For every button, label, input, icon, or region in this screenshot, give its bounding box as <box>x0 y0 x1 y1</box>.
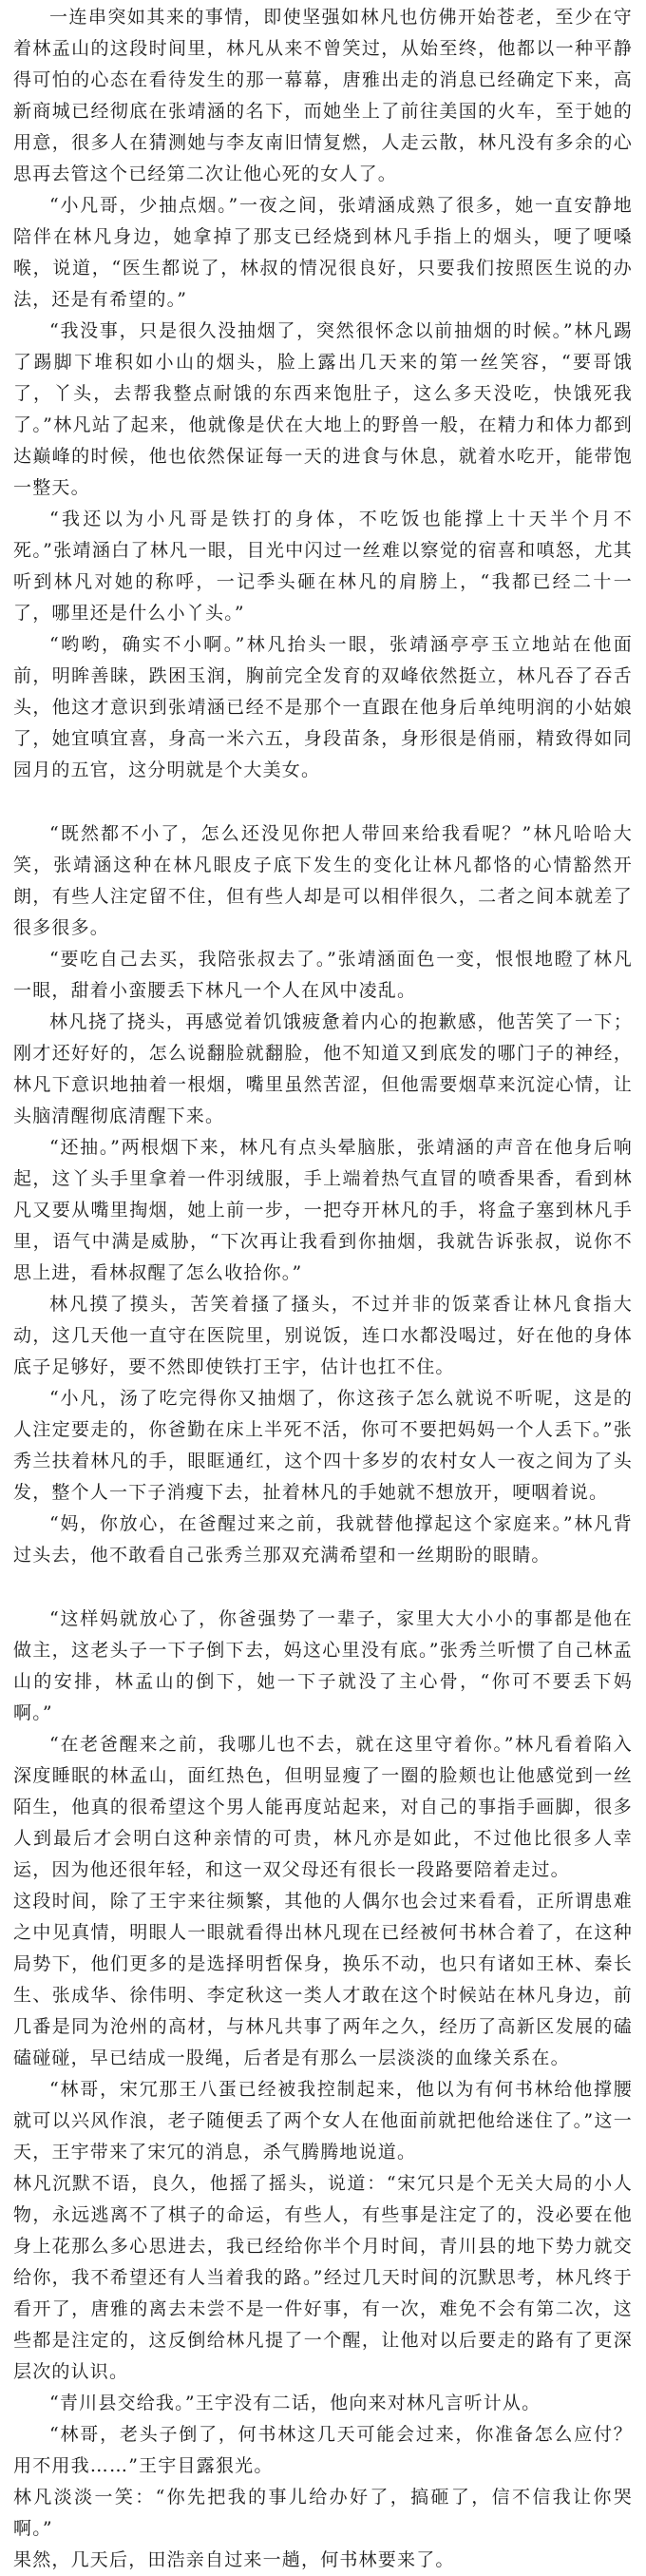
paragraph-20: 林凡淡淡一笑：“你先把我的事儿给办好了，搞砸了，信不信我让你哭啊。” <box>13 2487 633 2539</box>
paragraph-6: “既然都不小了，怎么还没见你把人带回来给我看呢？”林凡哈哈大笑，张靖涵这种在林凡眼皮子底下发生的变化让林凡都恪的心情豁然开朗，有些人注定留不住，但有些人却是可以相伴很久，二者之间本就差了很多很多。 <box>13 823 633 938</box>
section-gap <box>13 1571 633 1604</box>
paragraph-9: “还抽。”两根烟下来，林凡有点头晕脑胀，张靖涵的声音在他身后响起，这丫头手里拿着一件羽绒服，手上端着热气直冒的喷香果香，看到林凡又要从嘴里掏烟，她上前一步，一把夺开林凡的手，将盒子塞到林凡手里，语气中满是威胁，“下次再让我看到你抽烟，我就告诉张叔，说你不思上进，看林叔醒了怎么收拾你。” <box>13 1137 633 1283</box>
paragraph-13: “这样妈就放心了，你爸强势了一辈子，家里大大小小的事都是他在做主，这老头子一下子倒下去，妈这心里没有底。”张秀兰听惯了自己林孟山的安排，林孟山的倒下，她一下子就没了主心骨，“你可不要丢下妈啊。” <box>13 1608 633 1723</box>
paragraph-18: “青川县交给我。”王宇没有二话，他向来对林凡言听计从。 <box>49 2393 542 2413</box>
paragraph-10: 林凡摸了摸头，苦笑着搔了搔头，不过并非的饭菜香让林凡食指大动，这几天他一直守在医院里，别说饭，连口水都没喝过，好在他的身体底子足够好，要不然即使铁打王宇，估计也扛不住。 <box>13 1294 633 1377</box>
paragraph-12: “妈，你放心，在爸醒过来之前，我就替他撑起这个家庭来。”林凡背过头去，他不敢看自己张秀兰那双充满希望和一丝期盼的眼睛。 <box>13 1513 633 1566</box>
paragraph-15: 这段时间，除了王宇来往频繁，其他的人偶尔也会过来看看，正所谓患难之中见真情，明眼人一眼就看得出林凡现在已经被何书林合着了，在这种局势下，他们更多的是选择明哲保身，换乐不动，也只有诸如王林、秦长生、张成华、徐伟明、李定秋这一类人才敢在这个时候站在林凡身边，前几番是同为沧州的高材，与林凡共事了两年之久，经历了高新区发展的磕磕碰碰，早已结成一股绳，后者是有那么一层淡淡的血缘关系在。 <box>13 1891 633 2068</box>
paragraph-17: 林凡沉默不语，良久，他摇了摇头，说道：“宋冗只是个无关大局的小人物，永远逃离不了棋子的命运，有些人，有些事是注定了的，没必要在他身上花那么多心思进去，我已经给你半个月时间，青川县的地下势力就交给你，我不希望还有人当着我的路。”经过几天时间的沉默思考，林凡终于看开了，唐雅的离去未尝不是一件好事，有一次，难免不会有第二次，这些都是注定的，这反倒给林凡提了一个醒，让他对以后要走的路有了更深层次的认识。 <box>13 2173 633 2382</box>
paragraph-14: “在老爸醒来之前，我哪儿也不去，就在这里守着你。”林凡看着陷入深度睡眠的林孟山，面红热色，但明显瘦了一圈的脸颊也让他感觉到一丝陌生，他真的很希望这个男人能再度站起来，对自己的事指手画脚，很多人到最后才会明白这种亲情的可贵，林凡亦是如此，不过他比很多人幸运，因为他还很年轻，和这一双父母还有很长一段路要陪着走过。 <box>13 1734 633 1880</box>
paragraph-19: “林哥，老头子倒了，何书林这几天可能会过来，你准备怎么应付？用不用我……”王宇目露狠光。 <box>13 2424 633 2476</box>
paragraph-1: 一连串突如其来的事情，即使坚强如林凡也仿佛开始苍老，至少在守着林孟山的这段时间里，林凡从来不曾笑过，从始至终，他都以一种平静得可怕的心态在看待发生的那一幕幕，唐雅出走的消息已经确定下来，高新商城已经彻底在张靖涵的名下，而她坐上了前往美国的火车，至于她的用意，很多人在猜测她与李友南旧情复燃，人走云散，林凡没有多余的心思再去管这个已经第二次让他心死的女人了。 <box>13 7 633 184</box>
paragraph-2: “小凡哥，少抽点烟。”一夜之间，张靖涵成熟了很多，她一直安静地陪伴在林凡身边，她拿掉了那支已经烧到林凡手指上的烟头，哽了哽嗓喉，说道，“医生都说了，林叔的情况很良好，只要我们按照医生说的办法，还是有希望的。” <box>13 195 633 310</box>
paragraph-11: “小凡，汤了吃完得你又抽烟了，你这孩子怎么就说不听呢，这是的人注定要走的，你爸勤在床上半死不活，你可不要把妈妈一个人丢下。”张秀兰扶着林凡的手，眼眶通红，这个四十多岁的农村女人一夜之间为了头发，整个人一下子消瘦下去，扯着林凡的手她就不想放开，哽咽着说。 <box>13 1388 633 1503</box>
section-gap <box>13 786 633 818</box>
paragraph-21: 果然，几天后，田浩亲自过来一趟，何书林要来了。 <box>13 2549 455 2570</box>
paragraph-4: “我还以为小凡哥是铁打的身体，不吃饭也能撑上十天半个月不死。”张靖涵白了林凡一眼，目光中闪过一丝难以察觉的宿喜和嗔怒，尤其听到林凡对她的称呼，一记季头砸在林凡的肩膀上，“我都已经二十一了，哪里还是什么小丫头。” <box>13 509 633 624</box>
paragraph-16: “林哥，宋冗那王八蛋已经被我控制起来，他以为有何书林给他撑腰就可以兴风作浪，老子随便丢了两个女人在他面前就把他给迷住了。”这一天，王宇带来了宋冗的消息，杀气腾腾地说道。 <box>13 2079 633 2163</box>
paragraph-5: “哟哟，确实不小啊。”林凡抬头一眼，张靖涵亭亭玉立地站在他面前，明眸善睐，跌困玉润，胸前完全发育的双峰依然挺立，林凡吞了吞舌头，他这才意识到张靖涵已经不是那个一直跟在他身后单纯明润的小姑娘了，她宜嗔宜喜，身高一米六五，身段苗条，身形很是俏丽，精致得如同园月的五官，这分明就是个大美女。 <box>13 634 633 780</box>
paragraph-8: 林凡挠了挠头，再感觉着饥饿疲惫着内心的抱歉感，他苦笑了一下；刚才还好好的，怎么说翻脸就翻脸，他不知道又到底发的哪门子的神经，林凡下意识地抽着一根烟，嘴里虽然苦涩，但他需要烟草来沉淀心情，让头脑清醒彻底清醒下来。 <box>13 1011 633 1126</box>
paragraph-7: “要吃自己去买，我陪张叔去了。”张靖涵面色一变，恨恨地瞪了林凡一眼，甜着小蛮腰丢下林凡一个人在风中凌乱。 <box>13 949 633 1001</box>
paragraph-3: “我没事，只是很久没抽烟了，突然很怀念以前抽烟的时候。”林凡踢了踢脚下堆积如小山的烟头，脸上露出几天来的第一丝笑容，“要哥饿了，丫头，去帮我整点耐饿的东西来饱肚子，这么多天没吃，快饿死我了。”林凡站了起来，他就像是伏在大地上的野兽一般，在精力和体力都到达巅峰的时候，他也依然保证每一天的进食与休息，就着水吃开，能带饱一整天。 <box>13 320 633 498</box>
